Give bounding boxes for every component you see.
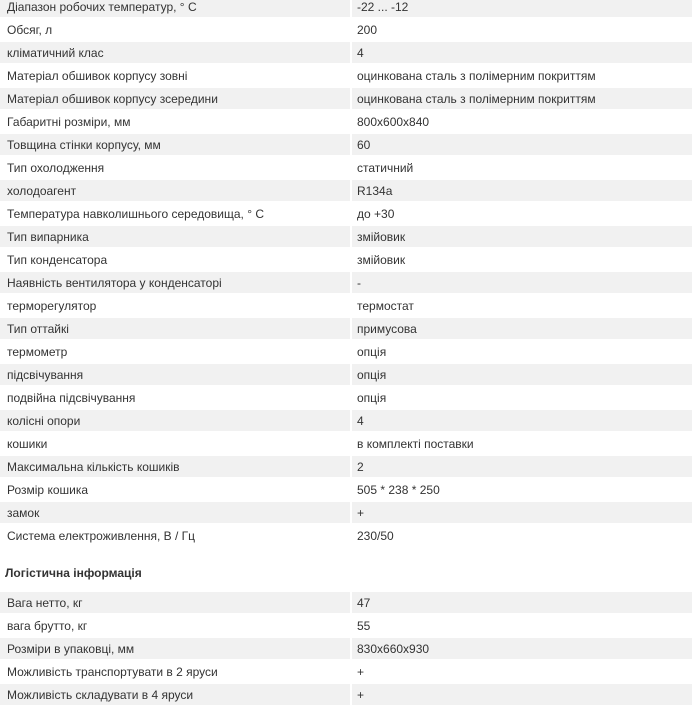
spec-value: 2 xyxy=(350,456,692,479)
table-row xyxy=(0,295,692,318)
spec-value: статичний xyxy=(350,157,692,180)
spec-label: Розмір кошика xyxy=(0,479,350,502)
logistics-table xyxy=(0,592,692,707)
spec-value: оцинкована сталь з полімерним покриттям xyxy=(350,65,692,88)
spec-label: Товщина стінки корпусу, мм xyxy=(0,134,350,157)
table-row xyxy=(0,479,692,502)
spec-label: Габаритні розміри, мм xyxy=(0,111,350,134)
spec-label: підсвічування xyxy=(0,364,350,387)
table-row xyxy=(0,272,692,295)
logistics-label: Можливість складувати в 4 яруси xyxy=(0,684,350,707)
spec-value: 4 xyxy=(350,410,692,433)
logistics-value: 47 xyxy=(350,592,692,615)
table-row xyxy=(0,134,692,157)
spec-label: Обсяг, л xyxy=(0,19,350,42)
spec-label: Тип охолодження xyxy=(0,157,350,180)
table-row xyxy=(0,684,692,707)
logistics-label: вага брутто, кг xyxy=(0,615,350,638)
spec-value: змійовик xyxy=(350,249,692,272)
table-row xyxy=(0,341,692,364)
spec-label: кошики xyxy=(0,433,350,456)
table-row xyxy=(0,433,692,456)
spec-value: 60 xyxy=(350,134,692,157)
spec-value: 505 * 238 * 250 xyxy=(350,479,692,502)
spec-label: Наявність вентилятора у конденсаторі xyxy=(0,272,350,295)
table-row xyxy=(0,157,692,180)
table-row xyxy=(0,42,692,65)
spec-value: - xyxy=(350,272,692,295)
spec-value: + xyxy=(350,502,692,525)
spec-value: термостат xyxy=(350,295,692,318)
spec-label: Максимальна кількість кошиків xyxy=(0,456,350,479)
table-row xyxy=(0,592,692,615)
spec-value: оцинкована сталь з полімерним покриттям xyxy=(350,88,692,111)
spec-label: Тип конденсатора xyxy=(0,249,350,272)
spec-value: R134a xyxy=(350,180,692,203)
spec-value: 4 xyxy=(350,42,692,65)
spec-label: замок xyxy=(0,502,350,525)
table-row xyxy=(0,456,692,479)
logistics-value: 830x660x930 xyxy=(350,638,692,661)
table-row xyxy=(0,410,692,433)
table-row xyxy=(0,364,692,387)
logistics-heading-wrap xyxy=(0,558,692,588)
spec-label: Температура навколишнього середовища, ° С xyxy=(0,203,350,226)
table-row xyxy=(0,111,692,134)
spec-label: кліматичний клас xyxy=(0,42,350,65)
spec-value: опція xyxy=(350,341,692,364)
logistics-title: Логістична інформація xyxy=(5,566,142,580)
logistics-table-body xyxy=(0,592,692,707)
logistics-value: + xyxy=(350,661,692,684)
table-row xyxy=(0,525,692,548)
table-row xyxy=(0,502,692,525)
table-row xyxy=(0,19,692,42)
spec-value: 230/50 xyxy=(350,525,692,548)
spec-value: до +30 xyxy=(350,203,692,226)
spec-label: холодоагент xyxy=(0,180,350,203)
table-row xyxy=(0,88,692,111)
spec-label: колісні опори xyxy=(0,410,350,433)
table-row xyxy=(0,0,692,19)
logistics-label: Розміри в упаковці, мм xyxy=(0,638,350,661)
table-row xyxy=(0,615,692,638)
table-row xyxy=(0,661,692,684)
table-row xyxy=(0,387,692,410)
spec-label: термометр xyxy=(0,341,350,364)
logistics-label: Можливість транспортувати в 2 яруси xyxy=(0,661,350,684)
spec-value: 800x600x840 xyxy=(350,111,692,134)
table-row xyxy=(0,203,692,226)
spec-value: змійовик xyxy=(350,226,692,249)
spec-label: подвійна підсвічування xyxy=(0,387,350,410)
table-row xyxy=(0,638,692,661)
spec-label: Діапазон робочих температур, ° С xyxy=(0,0,350,19)
spec-label: Система електроживлення, В / Гц xyxy=(0,525,350,548)
spec-value: опція xyxy=(350,387,692,410)
spec-value: -22 ... -12 xyxy=(350,0,692,19)
logistics-section xyxy=(0,592,692,707)
spec-value: примусова xyxy=(350,318,692,341)
table-row xyxy=(0,249,692,272)
table-row xyxy=(0,318,692,341)
spec-label: Тип випарника xyxy=(0,226,350,249)
logistics-value: 55 xyxy=(350,615,692,638)
spec-label: Тип оттайкі xyxy=(0,318,350,341)
spec-label: Матеріал обшивок корпусу зовні xyxy=(0,65,350,88)
spec-value: опція xyxy=(350,364,692,387)
table-row xyxy=(0,180,692,203)
spec-value: 200 xyxy=(350,19,692,42)
spec-value: в комплекті поставки xyxy=(350,433,692,456)
logistics-value: + xyxy=(350,684,692,707)
table-row xyxy=(0,65,692,88)
table-row xyxy=(0,226,692,249)
spec-label: Матеріал обшивок корпусу зсередини xyxy=(0,88,350,111)
spec-label: терморегулятор xyxy=(0,295,350,318)
logistics-label: Вага нетто, кг xyxy=(0,592,350,615)
